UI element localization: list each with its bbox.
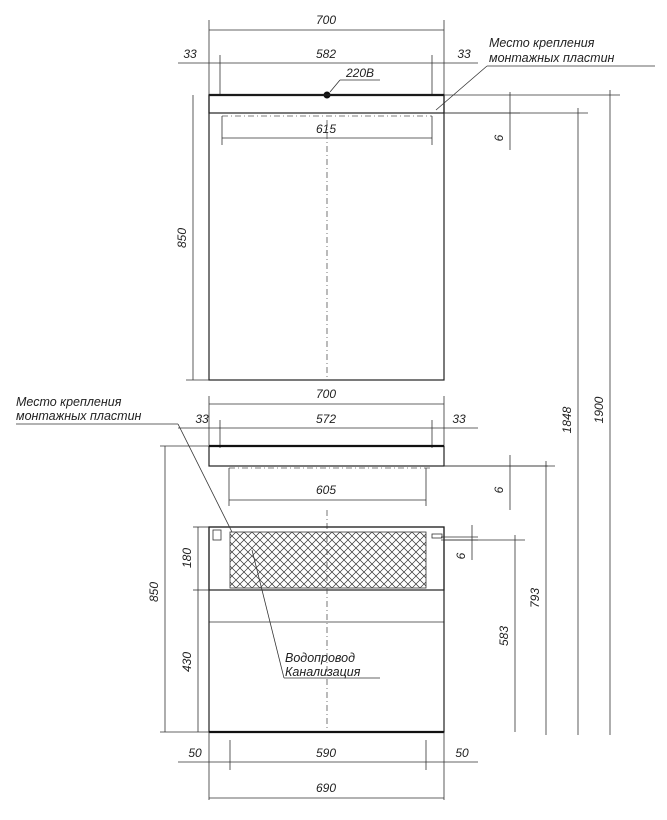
cabinet-mount-leader [178,424,232,532]
overall-dimensions [444,90,620,735]
lower-height-label: 430 [180,651,194,673]
cabinet-width-label: 700 [315,387,337,401]
cabinet-top-rail [209,446,444,466]
pipe-gap-label: 6 [454,552,468,560]
cabinet-height-label: 850 [147,581,161,603]
cabinet-offset-right-label: 33 [452,412,466,426]
mirror-offset-right-label: 33 [457,47,471,61]
sewage-label: Канализация [285,665,361,679]
mirror-gap-label: 6 [492,134,506,142]
mirror-offset-left-label: 33 [183,47,197,61]
cabinet-top-span-label: 605 [315,483,337,497]
power-leader [330,80,340,92]
mirror-height-label: 850 [175,227,189,249]
total-height-label: 1900 [592,396,606,424]
base-width-label: 690 [315,781,337,795]
cabinet-plate-span-label: 572 [315,412,337,426]
base-span-label: 590 [315,746,337,760]
power-label: 220В [345,66,375,80]
cabinet-assembly [147,387,555,800]
mirror-mount-height-label: 1848 [560,406,574,434]
cabinet-gap-label: 6 [492,486,506,494]
cabinet-offset-left-label: 33 [195,412,209,426]
mirror-plate-span-label: 582 [315,47,337,61]
mirror-width-label: 700 [315,13,337,27]
left-bracket-icon [213,530,221,540]
cabinet-mount-label-line2: монтажных пластин [16,409,142,423]
pipe-height-label: 583 [497,625,511,647]
right-bracket-icon [432,534,442,538]
base-offset-right-label: 50 [455,746,469,760]
mirror-mount-label-line1: Место крепления [489,36,595,50]
mirror-light-span-label: 615 [315,122,337,136]
water-supply-label: Водопровод [285,651,356,665]
base-offset-left-label: 50 [188,746,202,760]
mirror-assembly [175,13,655,380]
mirror-mount-label-line2: монтажных пластин [489,51,615,65]
cabinet-mount-label: 793 [528,587,542,609]
drawer-height-label: 180 [180,547,194,569]
cabinet-mount-label-line1: Место крепления [16,395,122,409]
